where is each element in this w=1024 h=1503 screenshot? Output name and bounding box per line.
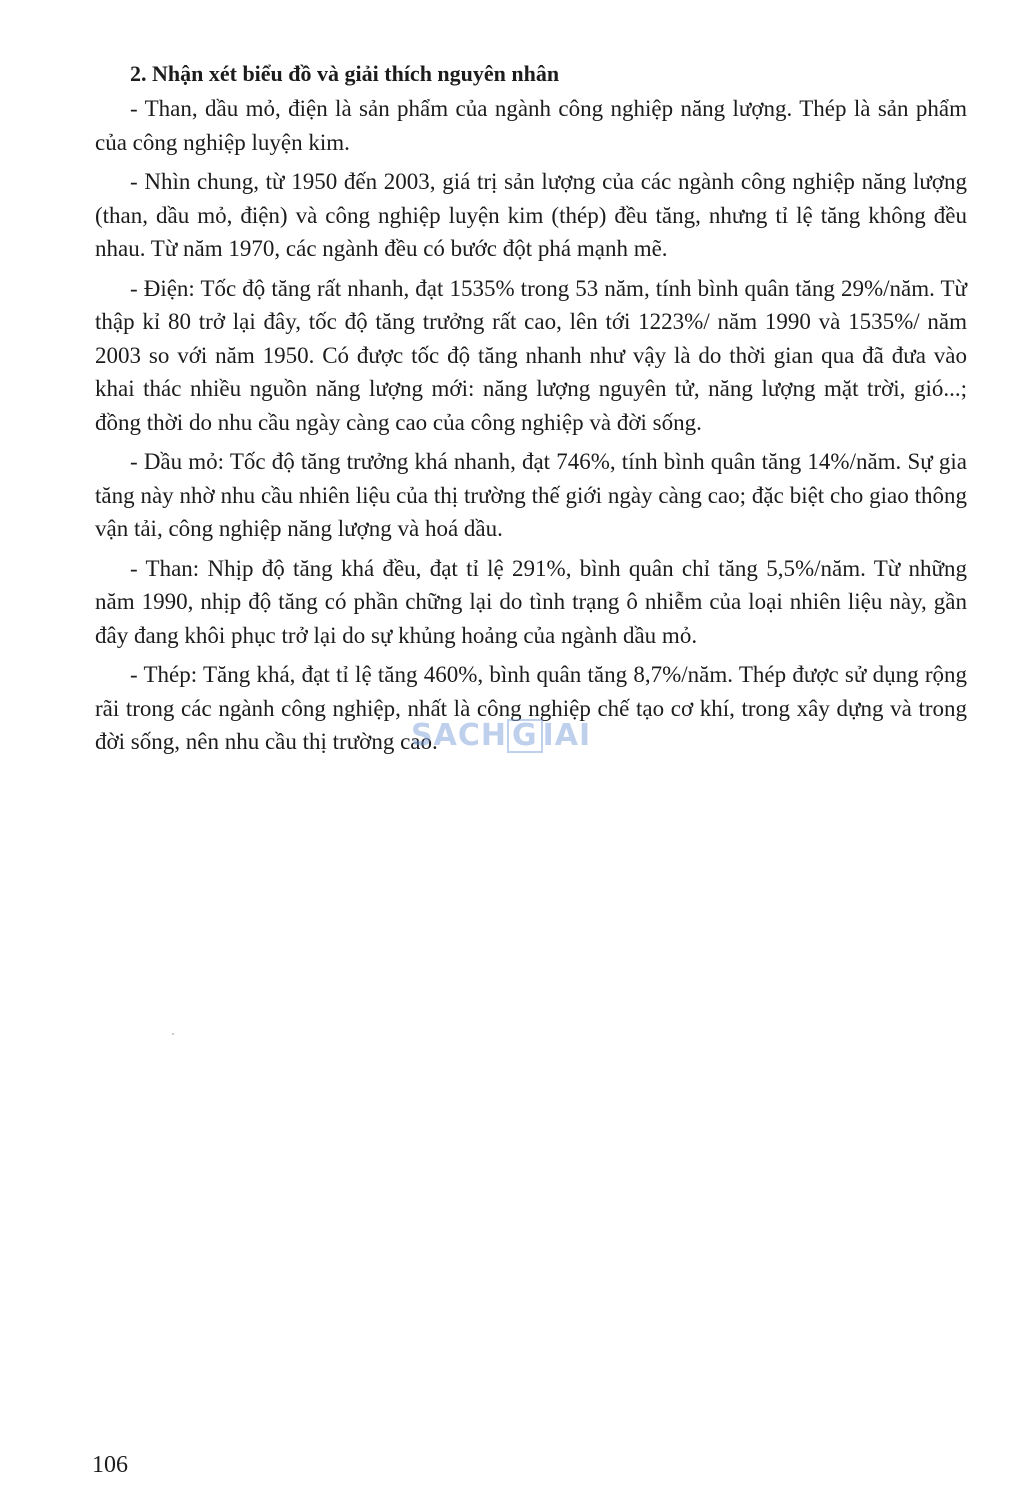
paragraph-coal: - Than: Nhịp độ tăng khá đều, đạt tỉ lệ 291%, bình quân chỉ tăng 5,5%/năm. Từ những năm 1990, nhịp độ tăng có phần chững lại do tình trạng ô nhiễm của loại nhiên liệu này, gần đây đang khôi phục trở lại do sự khủng hoảng của ngành dầu mỏ. (95, 555, 967, 648)
paragraph-overview: - Nhìn chung, từ 1950 đến 2003, giá trị sản lượng của các ngành công nghiệp năng lượng (than, dầu mỏ, điện) và công nghiệp luyện kim (thép) đều tăng, nhưng tỉ lệ tăng không đều nhau. Từ năm 1970, các ngành đều có bước đột phá mạnh mẽ. (95, 169, 967, 261)
section-heading: 2. Nhận xét biểu đồ và giải thích nguyên nhân (130, 61, 560, 86)
page-number: 106 (92, 1452, 128, 1478)
paragraph-electricity: - Điện: Tốc độ tăng rất nhanh, đạt 1535% trong 53 năm, tính bình quân tăng 29%/năm. Từ thập kỉ 80 trở lại đây, tốc độ tăng trưởng rất cao, lên tới 1223%/ năm 1990 và 1535%/ năm 2003 so với năm 1950. Có được tốc độ tăng nhanh như vậy là do thời gian qua đã đưa vào khai thác nhiều nguồn năng lượng mới: năng lượng nguyên tử, năng lượng mặt trời, gió...; đồng thời do nhu cầu ngày càng cao của công nghiệp và đời sống. (95, 275, 967, 435)
paragraph-intro: - Than, dầu mỏ, điện là sản phẩm của ngành công nghiệp năng lượng. Thép là sản phẩm của công nghiệp luyện kim. (95, 96, 967, 155)
paragraph-steel: - Thép: Tăng khá, đạt tỉ lệ tăng 460%, bình quân tăng 8,7%/năm. Thép được sử dụng rộng rãi trong các ngành công nghiệp, nhất là công nghiệp chế tạo cơ khí, trong xây dựng và trong đời sống, nên nhu cầu thị trường cao. (95, 662, 967, 754)
paragraph-oil: - Dầu mỏ: Tốc độ tăng trưởng khá nhanh, đạt 746%, tính bình quân tăng 14%/năm. Sự gia tăng này nhờ nhu cầu nhiên liệu của thị trường thế giới ngày càng cao; đặc biệt cho giao thông vận tải, công nghiệp năng lượng và hoá dầu. (95, 449, 967, 541)
scan-speck (172, 1033, 174, 1035)
page-content (95, 58, 967, 765)
watermark-logo: SACH G IAI (411, 718, 592, 753)
